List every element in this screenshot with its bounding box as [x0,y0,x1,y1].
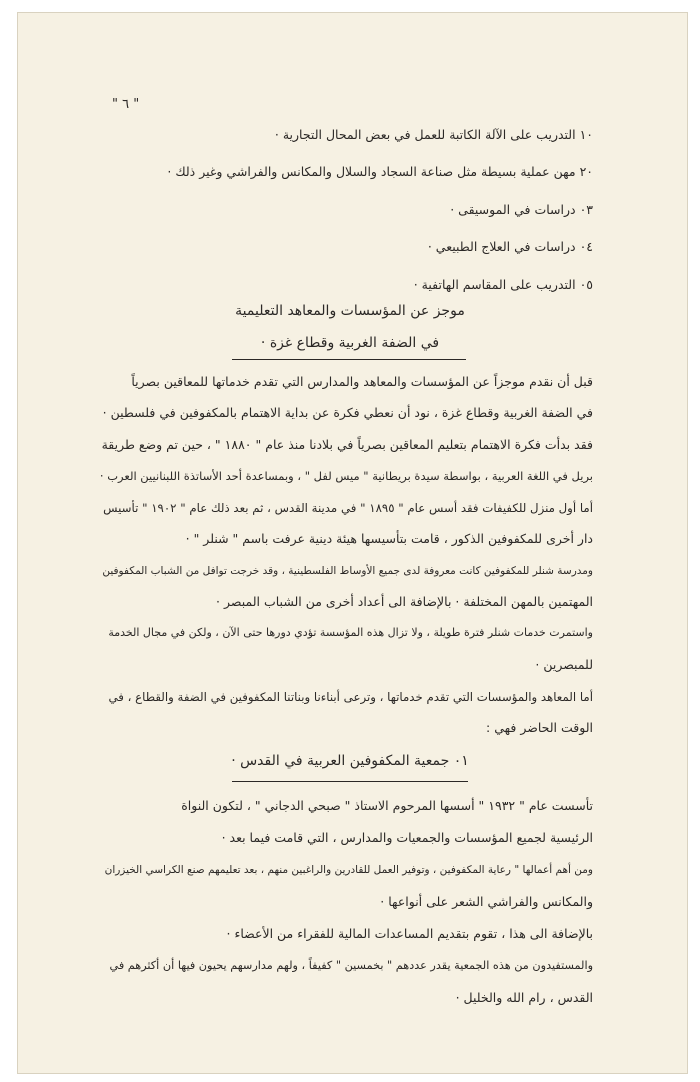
section-line: القدس ، رام الله والخليل · [455,990,593,1005]
paragraph-line: واستمرت خدمات شنلر فترة طويلة ، ولا تزال هذه المؤسسة تؤدي دورها حتى الآن ، ولكن في مجال الخدمة [108,626,593,639]
section-line: الرئيسية لجميع المؤسسات والجمعيات والمدارس ، التي قامت فيما بعد · [221,830,593,845]
paragraph-line: بريل في اللغة العربية ، بواسطة سيدة بريطانية " ميس لفل " ، وبمساعدة أحد الأساتذة اللبنانيين العرب · [99,469,593,483]
paragraph-line: ومدرسة شنلر للمكفوفين كانت معروفة لدى جميع الأوساط الفلسطينية ، وقد خرجت توافل من الشباب المكفوفين [102,565,593,577]
page-number: " ٦ " [112,97,140,112]
list-item: ٠٣ دراسات في الموسيقى · [450,202,593,217]
paragraph-line: أما أول منزل للكفيفات فقد أسس عام " ١٨٩٥ " في مدينة القدس ، ثم بعد ذلك عام " ١٩٠٢ " تأسيس [103,501,593,515]
paragraph-line: في الضفة الغربية وقطاع غزة ، نود أن نعطي فكرة عن بداية الاهتمام بالمكفوفين في فلسطين · [102,405,593,420]
section-line: ومن أهم أعمالها " رعاية المكفوفين ، وتوفير العمل للقادرين والراغبين منهم ، بعد تعليمهم صنع الكراسي الخيزران [104,864,593,876]
paragraph-line: الوقت الحاضر فهي : [486,720,593,735]
list-item: ٠٤ دراسات في العلاج الطبيعي · [427,239,593,254]
paragraph-line: المهتمين بالمهن المختلفة · بالإضافة الى أعداد أخرى من الشباب المبصر · [216,594,593,609]
section-line: بالإضافة الى هذا ، تقوم بتقديم المساعدات المالية للفقراء من الأعضاء · [226,926,593,941]
list-item: ٢٠ مهن عملية بسيطة مثل صناعة السجاد والسلال والمكانس والفراشي وغير ذلك · [167,164,593,179]
section-line: والمستفيدون من هذه الجمعية يقدر عددهم " بخمسين " كفيفاً ، ولهم مدارسهم يحيون فيها أن أكثرهم في [109,959,593,972]
paragraph-line: للمبصرين · [535,657,593,672]
section-line: والمكانس والفراشي الشعر على أنواعها · [380,894,593,909]
subsection-heading: ٠١ جمعية المكفوفين العربية في القدس · [231,753,469,769]
subheading-underline [232,781,468,782]
heading-underline [232,359,466,360]
list-item: ٠٥ التدريب على المقاسم الهاتفية · [413,277,593,292]
section-heading-sub: في الضفة الغربية وقطاع غزة · [260,335,440,351]
paragraph-line: قبل أن نقدم موجزاً عن المؤسسات والمعاهد والمدارس التي تقدم خدماتها للمعاقين بصرياً [131,374,593,389]
paragraph-line: فقد بدأت فكرة الاهتمام بتعليم المعاقين بصرياً في بلادنا منذ عام " ١٨٨٠ " ، حين تم وضع طريقة [101,437,593,452]
section-heading: موجز عن المؤسسات والمعاهد التعليمية [235,303,465,319]
section-line: تأسست عام " ١٩٣٢ " أسسها المرحوم الاستاذ " صبحي الدجاني " ، لتكون النواة [181,798,593,813]
paragraph-line: أما المعاهد والمؤسسات التي تقدم خدماتها ، وترعى أبناءنا وبناتنا المكفوفين في الضفة والقطاع ، في [108,690,593,704]
paragraph-line: دار أخرى للمكفوفين الذكور ، قامت بتأسيسها هيئة دينية عرفت باسم " شنلر " · [185,531,593,546]
list-item: ١٠ التدريب على الآلة الكاتبة للعمل في بعض المحال التجارية · [274,127,593,142]
